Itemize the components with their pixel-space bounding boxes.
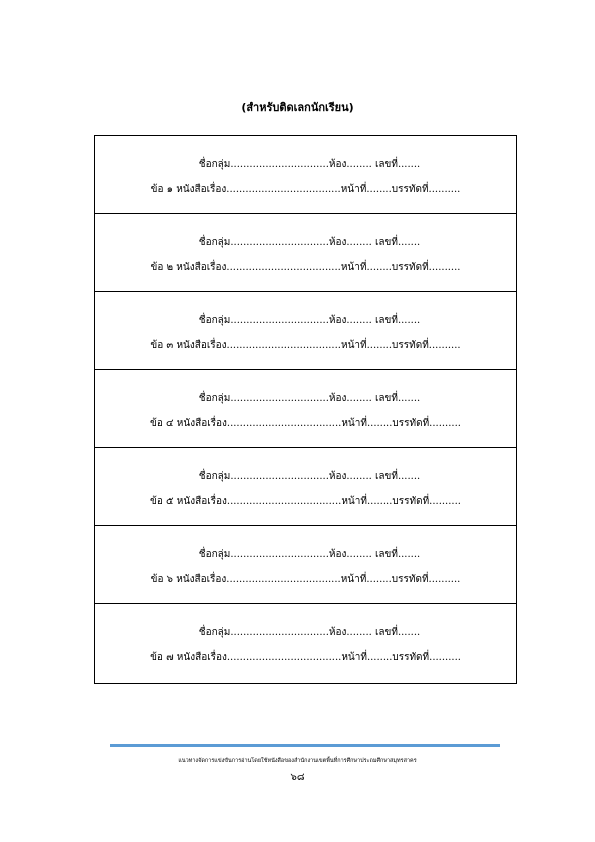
label-table	[94, 135, 517, 684]
page-number: ๖๘	[290, 772, 305, 783]
group-room-number-line: ชื่อกลุ่ม...............................ห้อง........ เลขที่.......	[198, 549, 421, 560]
label-row	[95, 604, 516, 684]
group-room-number-line: ชื่อกลุ่ม...............................ห้อง........ เลขที่.......	[198, 237, 421, 248]
label-row	[95, 214, 516, 292]
book-page-line: ข้อ ๓ หนังสือเรื่อง....................................หน้าที่........บรรทัดที่..........	[150, 340, 461, 351]
book-page-line: ข้อ ๗ หนังสือเรื่อง....................................หน้าที่........บรรทัดที่..........	[150, 652, 461, 663]
group-room-number-line: ชื่อกลุ่ม...............................ห้อง........ เลขที่.......	[198, 159, 421, 170]
group-room-number-line: ชื่อกลุ่ม...............................ห้อง........ เลขที่.......	[198, 393, 421, 404]
label-row	[95, 370, 516, 448]
group-room-number-line: ชื่อกลุ่ม...............................ห้อง........ เลขที่.......	[198, 627, 421, 638]
footer-caption: แนวทางจัดการแข่งขันการอ่านโดยใช้หนังสือของสำนักงานเขตพื้นที่การศึกษาประถมศึกษาสมุทรสาคร	[178, 758, 417, 764]
book-page-line: ข้อ ๕ หนังสือเรื่อง....................................หน้าที่........บรรทัดที่..........	[150, 496, 461, 507]
book-page-line: ข้อ ๖ หนังสือเรื่อง....................................หน้าที่........บรรทัดที่..........	[150, 574, 461, 585]
footer-divider	[110, 744, 500, 747]
book-page-line: ข้อ ๔ หนังสือเรื่อง....................................หน้าที่........บรรทัดที่..........	[150, 418, 461, 429]
label-row	[95, 448, 516, 526]
book-page-line: ข้อ ๒ หนังสือเรื่อง....................................หน้าที่........บรรทัดที่..........	[150, 262, 461, 273]
group-room-number-line: ชื่อกลุ่ม...............................ห้อง........ เลขที่.......	[198, 471, 421, 482]
label-row	[95, 526, 516, 604]
book-page-line: ข้อ ๑ หนังสือเรื่อง....................................หน้าที่........บรรทัดที่..........	[150, 184, 461, 195]
label-row	[95, 136, 516, 214]
page-title: (สำหรับติดเลกนักเรียน)	[241, 101, 354, 114]
label-row	[95, 292, 516, 370]
group-room-number-line: ชื่อกลุ่ม...............................ห้อง........ เลขที่.......	[198, 315, 421, 326]
